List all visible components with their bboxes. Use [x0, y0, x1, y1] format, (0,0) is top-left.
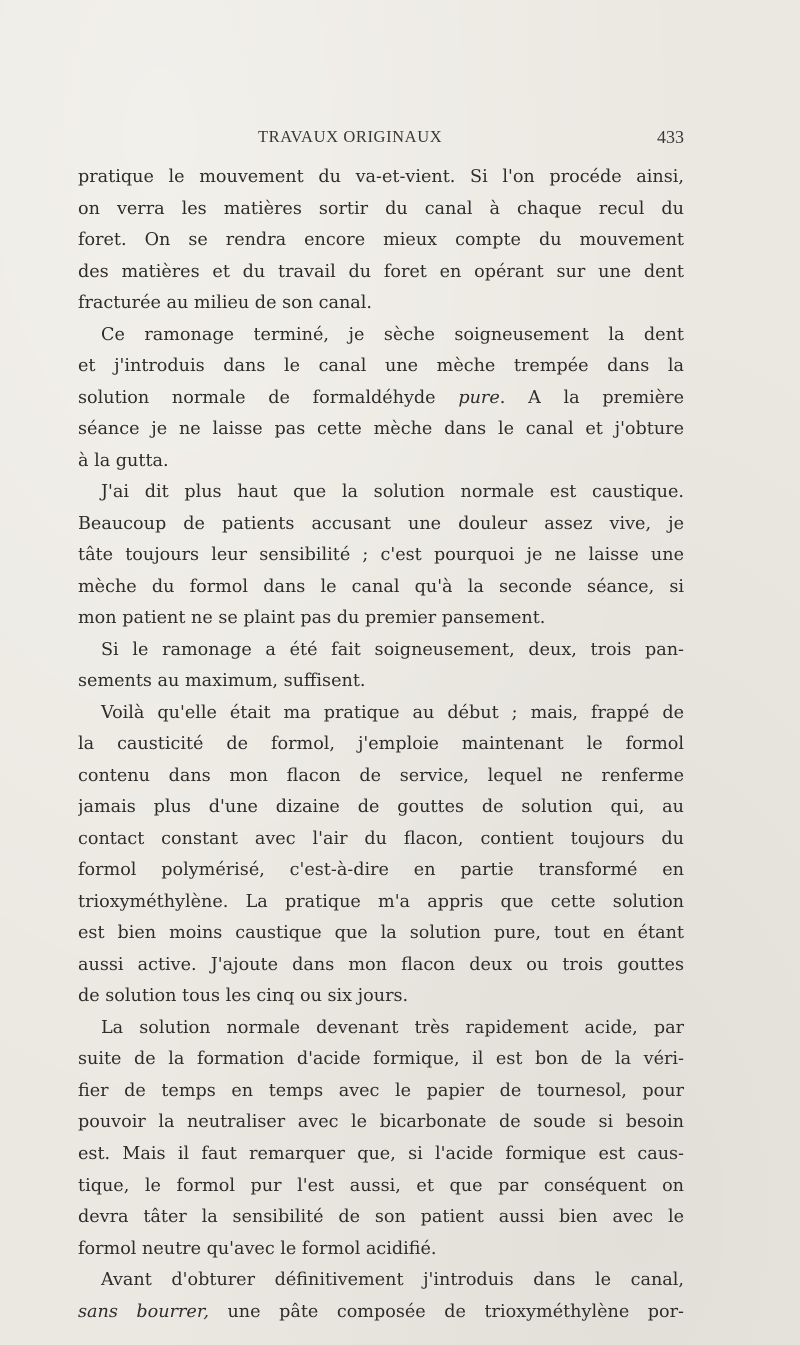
page-number: 433 [657, 127, 684, 147]
line-text: des matières et du travail du foret en opérant sur une dent [78, 261, 684, 282]
line-text: est. Mais il faut remarquer que, si l'acide formique est caus- [78, 1143, 684, 1164]
line-text: et j'introduis dans le canal une mèche trempée dans la [78, 356, 684, 377]
running-head: TRAVAUX ORIGINAUX [258, 127, 443, 146]
text-line [78, 194, 684, 226]
line-text: formol polymérisé, c'est-à-dire en partie transformé en [78, 860, 684, 881]
line-text: tâte toujours leur sensibilité ; c'est pourquoi je ne laisse une [78, 545, 684, 566]
text-line [78, 1202, 684, 1234]
line-text: mèche du formol dans le canal qu'à la seconde séance, si [78, 576, 684, 597]
text-line [78, 320, 684, 352]
line-text: trioxyméthylène. La pratique m'a appris que cette solution [78, 891, 684, 912]
line-text: de solution tous les cinq ou six jours. [78, 986, 409, 1007]
text-line [78, 1044, 684, 1076]
body-text [78, 162, 684, 1328]
line-text: tique, le formol pur l'est aussi, et que par conséquent on [78, 1175, 684, 1196]
line-text: Avant d'obturer définitivement j'introduis dans le canal, [101, 1270, 684, 1291]
line-text: fracturée au milieu de son canal. [78, 293, 372, 314]
line-text: une pâte composée de trioxyméthylène por- [208, 1301, 684, 1322]
line-text: mon patient ne se plaint pas du premier pansement. [78, 608, 546, 629]
text-line [78, 729, 684, 761]
text-line [78, 1013, 684, 1045]
line-text: séance je ne laisse pas cette mèche dans le canal et j'obture [78, 419, 684, 440]
text-line [78, 1107, 684, 1139]
text-line [78, 666, 684, 698]
text-line [78, 509, 684, 541]
line-text: aussi active. J'ajoute dans mon flacon deux ou trois gouttes [78, 954, 684, 975]
text-line [78, 855, 684, 887]
text-line [78, 635, 684, 667]
line-text: pratique le mouvement du va-et-vient. Si l'on procéde ainsi, [78, 167, 684, 187]
text-line [78, 887, 684, 919]
line-text: contact constant avec l'air du flacon, contient toujours du [78, 828, 684, 849]
text-line [78, 792, 684, 824]
text-line [78, 572, 684, 604]
line-text: Ce ramonage terminé, je sèche soigneusement la dent [101, 324, 684, 345]
line-text: La solution normale devenant très rapidement acide, par [101, 1017, 684, 1038]
line-text: pouvoir la neutraliser avec le bicarbonate de soude si besoin [78, 1112, 684, 1133]
text-line [78, 1171, 684, 1203]
line-text: à la gutta. [78, 450, 169, 471]
text-line [78, 1139, 684, 1171]
line-text: suite de la formation d'acide formique, il est bon de la véri- [78, 1049, 684, 1070]
text-line [78, 603, 684, 635]
text-line [78, 446, 684, 478]
text-line [78, 351, 684, 383]
text-line [78, 540, 684, 572]
text-line [78, 288, 684, 320]
line-text: Voilà qu'elle était ma pratique au début ; mais, frappé de [101, 702, 684, 723]
line-text: formol neutre qu'avec le formol acidifié. [78, 1238, 437, 1259]
line-text: foret. On se rendra encore mieux compte du mouvement [78, 230, 684, 251]
italic-text: sans bourrer, [78, 1301, 209, 1322]
line-text: la causticité de formol, j'emploie maintenant le formol [78, 734, 684, 755]
text-line [78, 950, 684, 982]
page-header [78, 127, 684, 151]
text-line [78, 1076, 684, 1108]
line-text: J'ai dit plus haut que la solution normale est caustique. [101, 482, 684, 503]
text-line [78, 477, 684, 509]
text-line [78, 981, 684, 1013]
text-line [78, 824, 684, 856]
line-text: on verra les matières sortir du canal à chaque recul du [78, 198, 684, 219]
line-text: contenu dans mon flacon de service, lequel ne renferme [78, 765, 684, 786]
text-line [78, 162, 684, 194]
line-text: jamais plus d'une dizaine de gouttes de solution qui, au [78, 797, 684, 818]
text-line [78, 1297, 684, 1329]
line-text: est bien moins caustique que la solution pure, tout en étant [78, 923, 684, 944]
text-line [78, 383, 684, 415]
line-text: Si le ramonage a été fait soigneusement, deux, trois pan- [101, 639, 684, 660]
line-text: devra tâter la sensibilité de son patient aussi bien avec le [78, 1207, 684, 1228]
text-line [78, 698, 684, 730]
text-line [78, 918, 684, 950]
text-line [78, 225, 684, 257]
line-text: Beaucoup de patients accusant une douleur assez vive, je [78, 513, 684, 534]
text-line [78, 1265, 684, 1297]
text-line [78, 761, 684, 793]
text-line [78, 257, 684, 289]
line-text: sements au maximum, suffisent. [78, 671, 366, 692]
line-text: . A la première [499, 387, 684, 408]
text-line [78, 1234, 684, 1266]
italic-text: pure [458, 387, 500, 408]
line-text: solution normale de formaldéhyde [78, 387, 459, 408]
line-text: fier de temps en temps avec le papier de tournesol, pour [78, 1080, 684, 1101]
text-line [78, 414, 684, 446]
